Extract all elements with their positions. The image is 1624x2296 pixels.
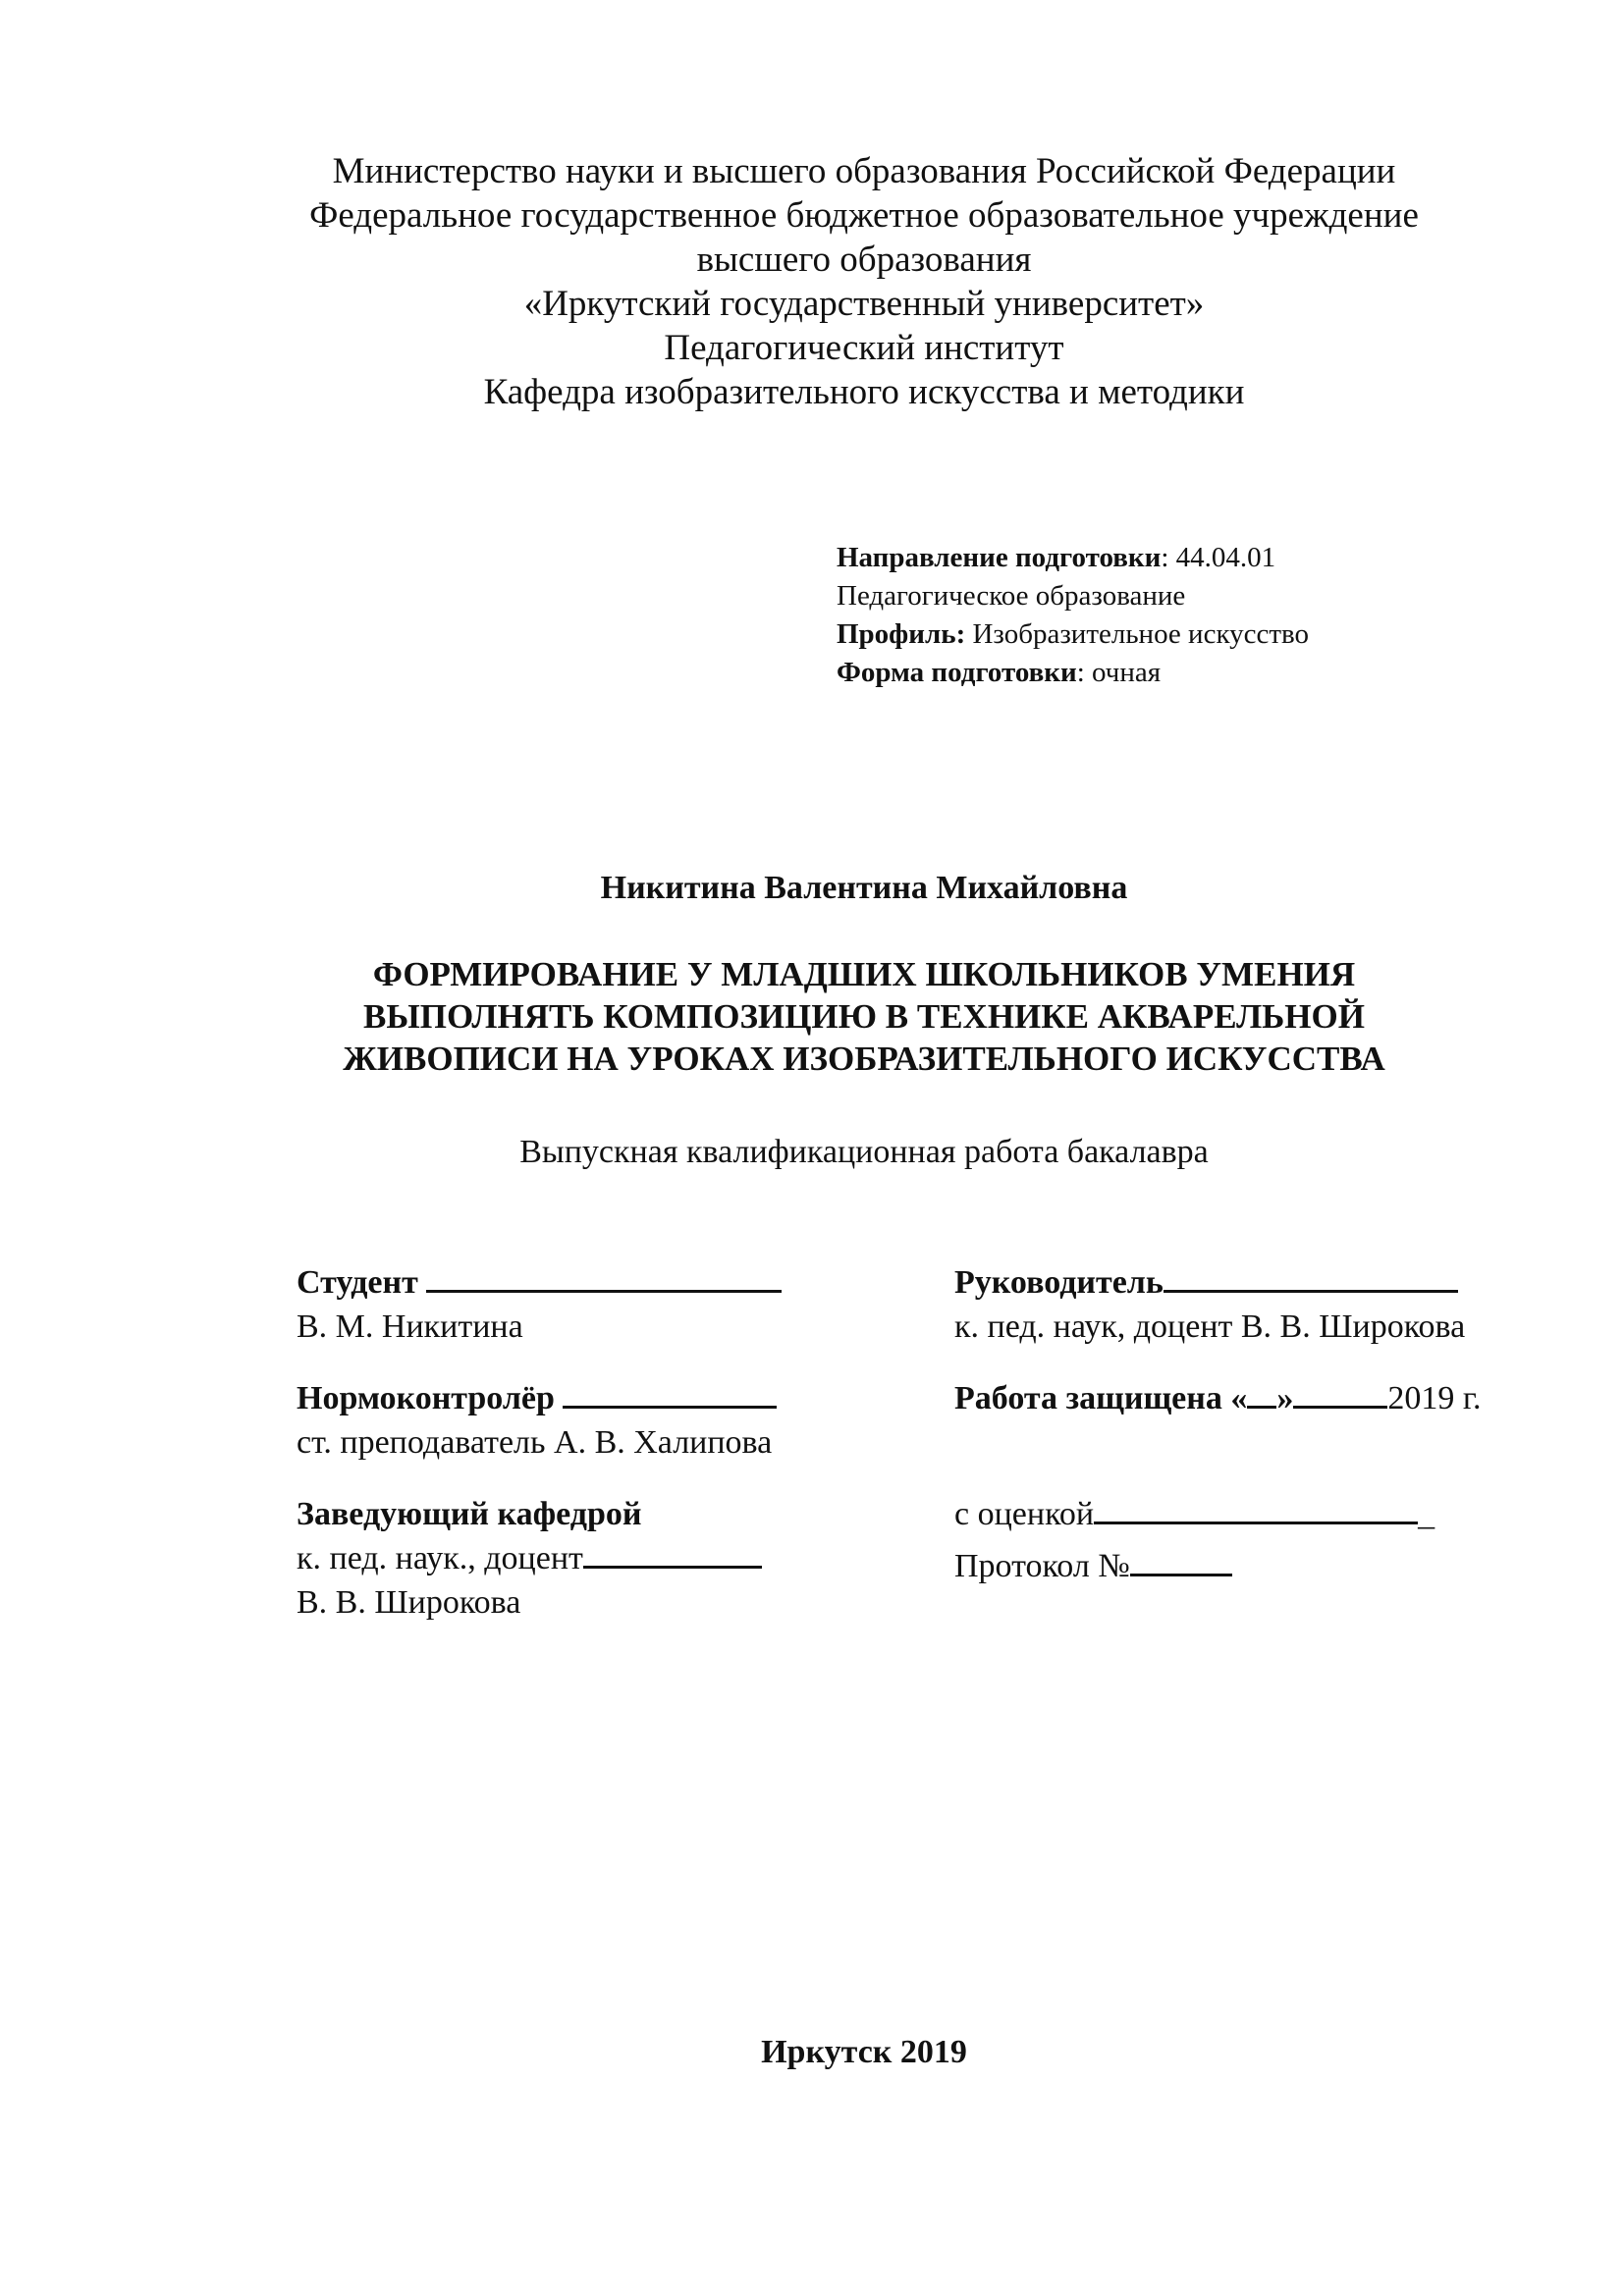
work-type: Выпускная квалификационная работа бакалавра: [519, 1134, 1209, 1170]
signatures-left: [297, 1260, 782, 1625]
direction-line: [837, 539, 1309, 577]
thesis-title: [0, 953, 1624, 1080]
normcontrol-line: [297, 1376, 782, 1420]
supervisor-label: Руководитель: [954, 1264, 1164, 1301]
institution-header: [0, 149, 1624, 414]
direction-label: Направление подготовки: [837, 542, 1162, 573]
supervisor-name: к. пед. наук, доцент В. В. Широкова: [954, 1308, 1466, 1345]
title-line: ЖИВОПИСИ НА УРОКАХ ИЗОБРАЗИТЕЛЬНОГО ИСКУССТВА: [343, 1040, 1385, 1078]
direction-value-line2: Педагогическое образование: [837, 580, 1186, 612]
head-signature-line: [583, 1536, 762, 1569]
ministry-line: Министерство науки и высшего образования Российской Федерации: [332, 151, 1396, 191]
head-name: В. В. Широкова: [297, 1584, 521, 1621]
direction-value: : 44.04.01: [1161, 542, 1276, 573]
student-signature-line: [426, 1260, 782, 1293]
defended-label: Работа защищена «: [954, 1380, 1248, 1416]
defended-year: 2019 г.: [1387, 1380, 1482, 1416]
normcontrol-label: Нормоконтролёр: [297, 1380, 555, 1416]
title-line: ВЫПОЛНЯТЬ КОМПОЗИЦИЮ В ТЕХНИКЕ АКВАРЕЛЬНОЙ: [363, 997, 1365, 1036]
student-line: [297, 1260, 782, 1305]
form-label: Форма подготовки: [837, 657, 1077, 688]
grade-underline: [1094, 1492, 1418, 1524]
institution-type-line: Федеральное государственное бюджетное образовательное учреждение: [309, 195, 1419, 236]
department-line: Кафедра изобразительного искусства и методики: [483, 372, 1245, 412]
head-label: Заведующий кафедрой: [297, 1496, 642, 1532]
profile-line: [837, 615, 1309, 654]
defended-day-line: [1247, 1376, 1276, 1409]
normcontrol-name: ст. преподаватель А. В. Халипова: [297, 1424, 773, 1461]
city-year: Иркутск 2019: [761, 2034, 967, 2070]
education-level-line: высшего образования: [696, 240, 1032, 280]
title-line: ФОРМИРОВАНИЕ У МЛАДШИХ ШКОЛЬНИКОВ УМЕНИЯ: [372, 955, 1356, 993]
university-line: «Иркутский государственный университет»: [523, 284, 1205, 324]
form-value: : очная: [1076, 657, 1162, 688]
grade-line: [954, 1492, 1481, 1536]
defended-mid: »: [1276, 1380, 1294, 1416]
head-position-line: [297, 1536, 782, 1580]
student-name: В. М. Никитина: [297, 1308, 523, 1345]
head-position: к. пед. наук., доцент: [297, 1540, 583, 1576]
defended-month-line: [1293, 1376, 1387, 1409]
form-line: [837, 654, 1309, 692]
supervisor-signature-line: [1164, 1260, 1458, 1293]
preparation-info: [837, 539, 1309, 692]
protocol-number-line: [1130, 1544, 1232, 1576]
institute-line: Педагогический институт: [664, 328, 1064, 368]
profile-value: Изобразительное искусство: [965, 618, 1310, 650]
defended-line: [954, 1376, 1481, 1420]
student-label: Студент: [297, 1264, 418, 1301]
protocol-line: [954, 1544, 1481, 1588]
signatures-right: [954, 1260, 1481, 1588]
normcontrol-signature-line: [563, 1376, 777, 1409]
grade-label: с оценкой: [954, 1496, 1095, 1532]
profile-label: Профиль:: [837, 618, 966, 650]
protocol-label: Протокол №: [954, 1548, 1130, 1584]
author-name: Никитина Валентина Михайловна: [600, 870, 1128, 906]
supervisor-line: [954, 1260, 1481, 1305]
grade-tail: _: [1418, 1496, 1435, 1532]
